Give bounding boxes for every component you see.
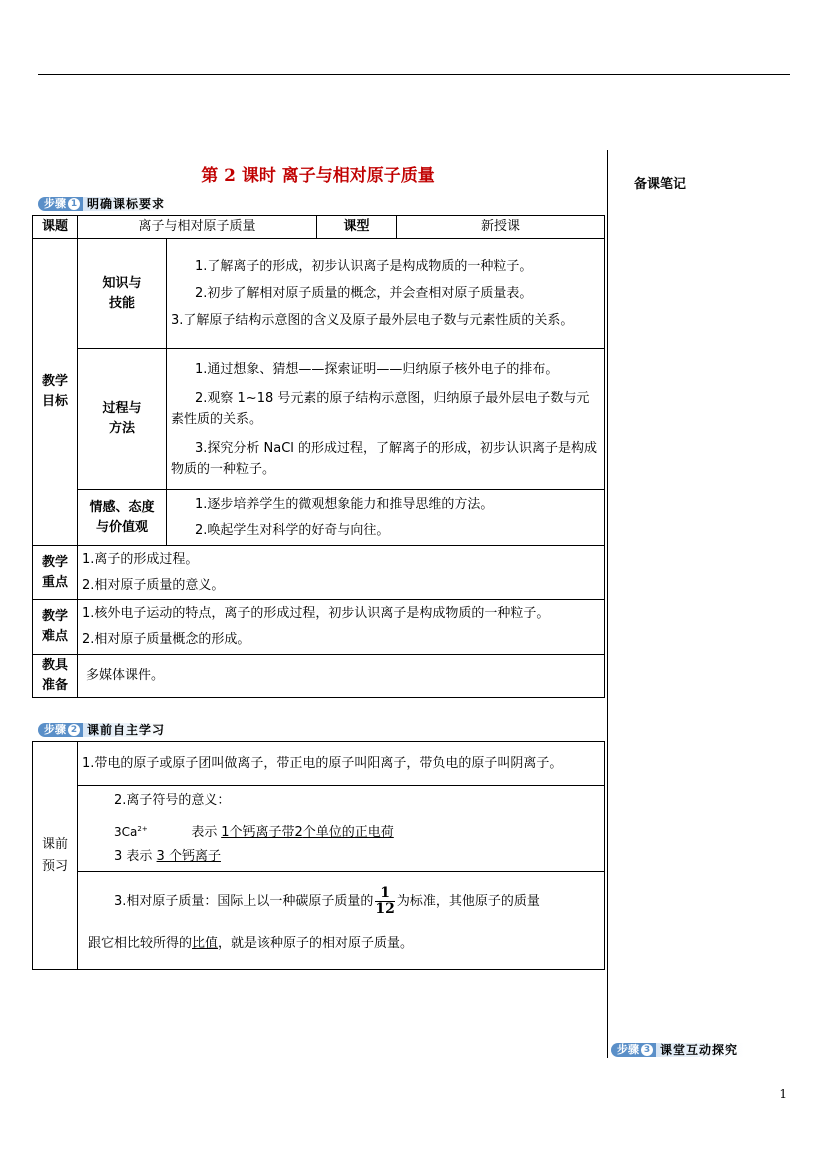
- key-points-items: [78, 546, 605, 600]
- lesson-plan-table: [32, 215, 605, 698]
- side-note-heading: 备课笔记: [634, 177, 687, 192]
- step-pill: 步骤 2: [38, 723, 83, 737]
- three-meaning-value: 3 个钙离子: [156, 848, 221, 864]
- step-label: 课前自主学习: [83, 723, 171, 737]
- preview-item-2: [78, 786, 605, 872]
- step-label: 明确课标要求: [83, 197, 171, 211]
- step-pill: 步骤 1: [38, 197, 83, 211]
- preview-label: 课前预习: [33, 742, 78, 970]
- step-label: 课堂互动探究: [656, 1043, 744, 1057]
- relative-mass-line2-suffix: ，就是该种原子的相对原子质量。: [218, 936, 414, 951]
- relative-mass-line-2: [82, 933, 600, 955]
- difficulties-items: [78, 600, 605, 655]
- table-row: [33, 742, 605, 786]
- preview-table: [32, 741, 605, 970]
- step-number: 2: [68, 724, 80, 736]
- step-number: 3: [641, 1044, 653, 1056]
- tools-label: 教具准备: [33, 655, 78, 698]
- process-label: 过程与方法: [78, 349, 167, 490]
- list-item: 1.了解离子的形成，初步认识离子是构成物质的一种粒子。: [195, 259, 533, 274]
- knowledge-label: 知识与技能: [78, 239, 167, 349]
- ca-meaning-text-1: 个钙离子带: [229, 824, 295, 840]
- list-item: 2.相对原子质量概念的形成。: [82, 632, 251, 647]
- relative-mass-prefix: 3.相对原子质量：国际上以一种碳原子质量的: [114, 894, 374, 909]
- list-item: 1.逐步培养学生的微观想象能力和推导思维的方法。: [195, 496, 494, 512]
- ca-symbol: 3Ca: [114, 824, 138, 839]
- list-item: 3.探究分析 NaCl 的形成过程，了解离子的形成，初步认识离子是构成物质的一种粒子。: [171, 440, 598, 477]
- step-pill: 步骤 3: [611, 1043, 656, 1057]
- type-value: 新授课: [397, 216, 605, 239]
- ca-ion-line: [114, 819, 600, 843]
- emotion-label: 情感、态度与价值观: [78, 490, 167, 546]
- header-rule: [38, 74, 790, 75]
- preview-item-3: [78, 872, 605, 970]
- list-item: 2.初步了解相对原子质量的概念，并会查相对原子质量表。: [195, 286, 533, 301]
- difficulties-label: 教学难点: [33, 600, 78, 655]
- ratio-blank: 比值: [192, 936, 219, 951]
- ca-meaning-blank-1: 1: [221, 824, 230, 840]
- table-row: [33, 786, 605, 872]
- ca-charge: 2+: [137, 824, 148, 833]
- table-row: [33, 490, 605, 546]
- table-row: [33, 600, 605, 655]
- tools-value: 多媒体课件。: [78, 655, 605, 698]
- knowledge-items: [167, 239, 605, 349]
- three-meaning-line: [114, 847, 600, 867]
- ca-meaning-text-2: 个单位的正电荷: [302, 824, 394, 840]
- fraction-denominator: 12: [375, 901, 395, 917]
- step-3-banner: [611, 1042, 744, 1058]
- table-row: [33, 239, 605, 349]
- table-row: [33, 349, 605, 490]
- list-item: 1.离子的形成过程。: [82, 551, 199, 567]
- preview-item-1: 1.带电的原子或原子团叫做离子，带正电的原子叫阳离子，带负电的原子叫阴离子。: [78, 742, 605, 786]
- step-2-banner: [38, 722, 171, 738]
- list-item: 2.相对原子质量的意义。: [82, 577, 225, 593]
- key-points-label: 教学重点: [33, 546, 78, 600]
- relative-mass-line-1: [82, 886, 600, 917]
- ca-meaning-prefix: 表示: [191, 824, 218, 840]
- list-item: 3.了解原子结构示意图的含义及原子最外层电子数与元素性质的关系。: [171, 313, 574, 328]
- topic-label: 课题: [33, 216, 78, 239]
- list-item: 2.观察 1~18 号元素的原子结构示意图，归纳原子最外层电子数与元素性质的关系。: [171, 390, 590, 427]
- list-item: 2.唤起学生对科学的好奇与向往。: [195, 522, 390, 538]
- relative-mass-mid: 为标准，其他原子的质量: [396, 894, 540, 909]
- objectives-label: 教学目标: [33, 239, 78, 546]
- type-label: 课型: [317, 216, 397, 239]
- list-item: 1.核外电子运动的特点，离子的形成过程，初步认识离子是构成物质的一种粒子。: [82, 606, 550, 621]
- table-row: [33, 655, 605, 698]
- list-item: 1.通过想象、猜想——探索证明——归纳原子核外电子的排布。: [195, 361, 559, 377]
- table-row: [33, 546, 605, 600]
- page-number: 1: [779, 1087, 787, 1101]
- table-row: [33, 872, 605, 970]
- topic-value: 离子与相对原子质量: [78, 216, 317, 239]
- ca-meaning-blank-2: 2: [294, 824, 303, 840]
- fraction-numerator: 1: [375, 886, 394, 902]
- page-title: 第 2 课时 离子与相对原子质量: [201, 166, 435, 186]
- column-divider: [607, 150, 608, 1058]
- step-number: 1: [68, 198, 80, 210]
- one-twelfth-fraction: [375, 886, 394, 917]
- relative-mass-line2-prefix: 跟它相比较所得的: [88, 936, 193, 951]
- table-row: [33, 216, 605, 239]
- three-meaning-prefix: 3 表示: [114, 848, 153, 864]
- emotion-items: [167, 490, 605, 546]
- process-items: [167, 349, 605, 490]
- step-1-banner: [38, 196, 171, 212]
- ion-meaning-title: 2.离子符号的意义：: [114, 792, 231, 808]
